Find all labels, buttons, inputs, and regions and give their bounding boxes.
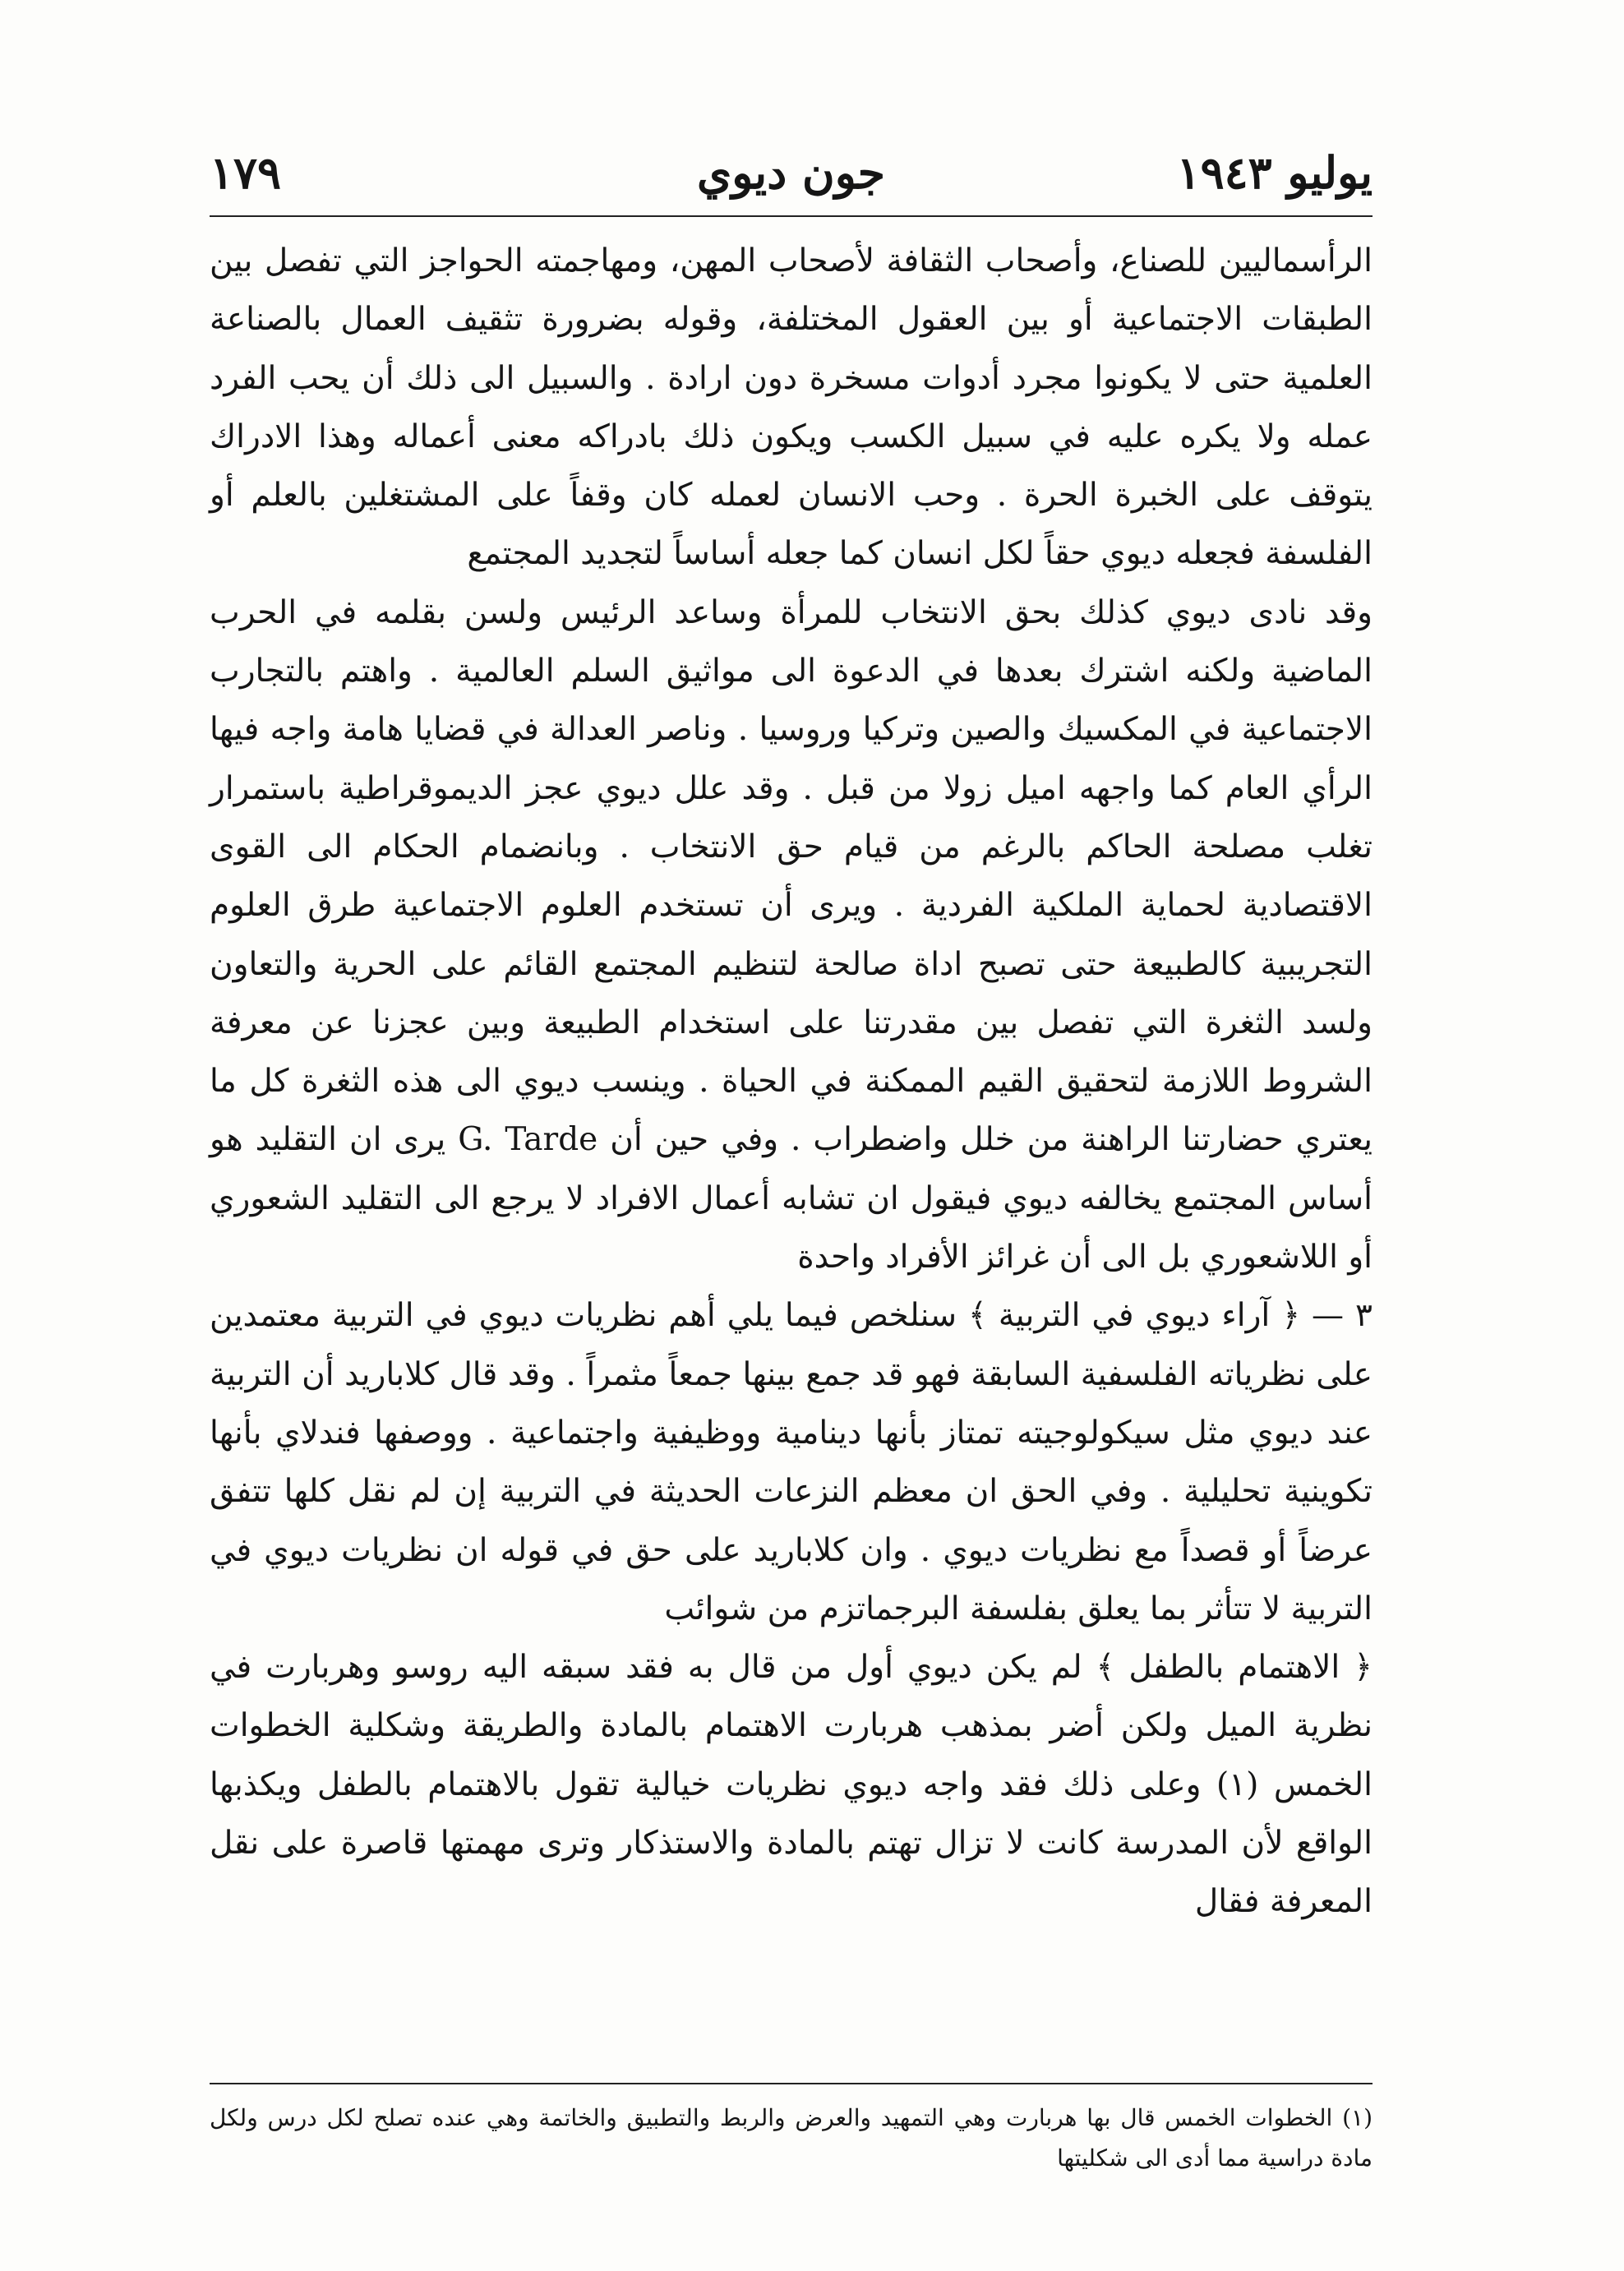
- body-text: [210, 232, 1373, 1932]
- footnote-text: (١) الخطوات الخمس قال بها هربارت وهي التمهيد والعرض والربط والتطبيق والخاتمة وهي عنده تصلح لكل درس ولكل مادة دراسية مما أدى الى شكليتها: [210, 2104, 1373, 2172]
- header-divider: [210, 215, 1373, 217]
- paragraph-4: ﴿ الاهتمام بالطفل ﴾ لم يكن ديوي أول من قال به فقد سبقه اليه روسو وهربارت في نظرية الميل ولكن أضر بمذهب هربارت الاهتمام بالمادة والطريقة وشكلية الخطوات الخمس (١) وعلى ذلك فقد واجه ديوي نظريات خيالية تقول بالاهتمام بالطفل ويكذبها الواقع لأن المدرسة كانت لا تزال تهتم بالمادة والاستذكار وترى مهمتها قاصرة على نقل المعرفة فقال: [210, 1649, 1373, 1921]
- paragraph-1: الرأسماليين للصناع، وأصحاب الثقافة لأصحاب المهن، ومهاجمته الحواجز التي تفصل بين الطبقات الاجتماعية أو بين العقول المختلفة، وقوله بضرورة تثقيف العمال بالصناعة العلمية حتى لا يكونوا مجرد أدوات مسخرة دون ارادة . والسبيل الى ذلك أن يحب الفرد عمله ولا يكره عليه في سبيل الكسب ويكون ذلك بادراكه معنى أعماله وهذا الادراك يتوقف على الخبرة الحرة . وحب الانسان لعمله كان وقفاً على المشتغلين بالعلم أو الفلسفة فجعله ديوي حقاً لكل انسان كما جعله أساساً لتجديد المجتمع: [210, 242, 1373, 573]
- page-number: ١٧٩: [210, 146, 282, 199]
- header-date: يوليو ١٩٤٣: [1176, 146, 1373, 199]
- running-header: [210, 140, 1373, 205]
- header-title: جون ديوي: [697, 146, 885, 199]
- footnote: [210, 2098, 1373, 2178]
- paragraph-2: وقد نادى ديوي كذلك بحق الانتخاب للمرأة وساعد الرئيس ولسن بقلمه في الحرب الماضية ولكنه اشترك بعدها في الدعوة الى مواثيق السلم العالمية . واهتم بالتجارب الاجتماعية في المكسيك والصين وتركيا وروسيا . وناصر العدالة في قضايا هامة واجه فيها الرأي العام كما واجهه اميل زولا من قبل . وقد علل ديوي عجز الديموقراطية باستمرار تغلب مصلحة الحاكم بالرغم من قيام حق الانتخاب . وبانضمام الحكام الى القوى الاقتصادية لحماية الملكية الفردية . ويرى أن تستخدم العلوم الاجتماعية طرق العلوم التجريبية كالطبيعة حتى تصبح اداة صالحة لتنظيم المجتمع القائم على الحرية والتعاون ولسد الثغرة التي تفصل بين مقدرتنا على استخدام الطبيعة وبين عجزنا عن معرفة الشروط اللازمة لتحقيق القيم الممكنة في الحياة . وينسب ديوي الى هذه الثغرة كل ما يعتري حضارتنا الراهنة من خلل واضطراب . وفي حين أن G. Tarde يرى ان التقليد هو أساس المجتمع يخالفه ديوي فيقول ان تشابه أعمال الافراد لا يرجع الى التقليد الشعوري أو اللاشعوري بل الى أن غرائز الأفراد واحدة: [210, 593, 1373, 1276]
- footnote-divider: [210, 2083, 1373, 2084]
- paragraph-3: ٣ — ﴿ آراء ديوي في التربية ﴾ سنلخص فيما يلي أهم نظريات ديوي في التربية معتمدين على نظرياته الفلسفية السابقة فهو قد جمع بينها جمعاً مثمراً . وقد قال كلاباريد أن التربية عند ديوي مثل سيكولوجيته تمتاز بأنها دينامية ووظيفية واجتماعية . ووصفها فندلاي بأنها تكوينية تحليلية . وفي الحق ان معظم النزعات الحديثة في التربية إن لم نقل كلها تتفق عرضاً أو قصداً مع نظريات ديوي . وان كلاباريد على حق في قوله ان نظريات ديوي في التربية لا تتأثر بما يعلق بفلسفة البرجماتزم من شوائب: [210, 1297, 1373, 1627]
